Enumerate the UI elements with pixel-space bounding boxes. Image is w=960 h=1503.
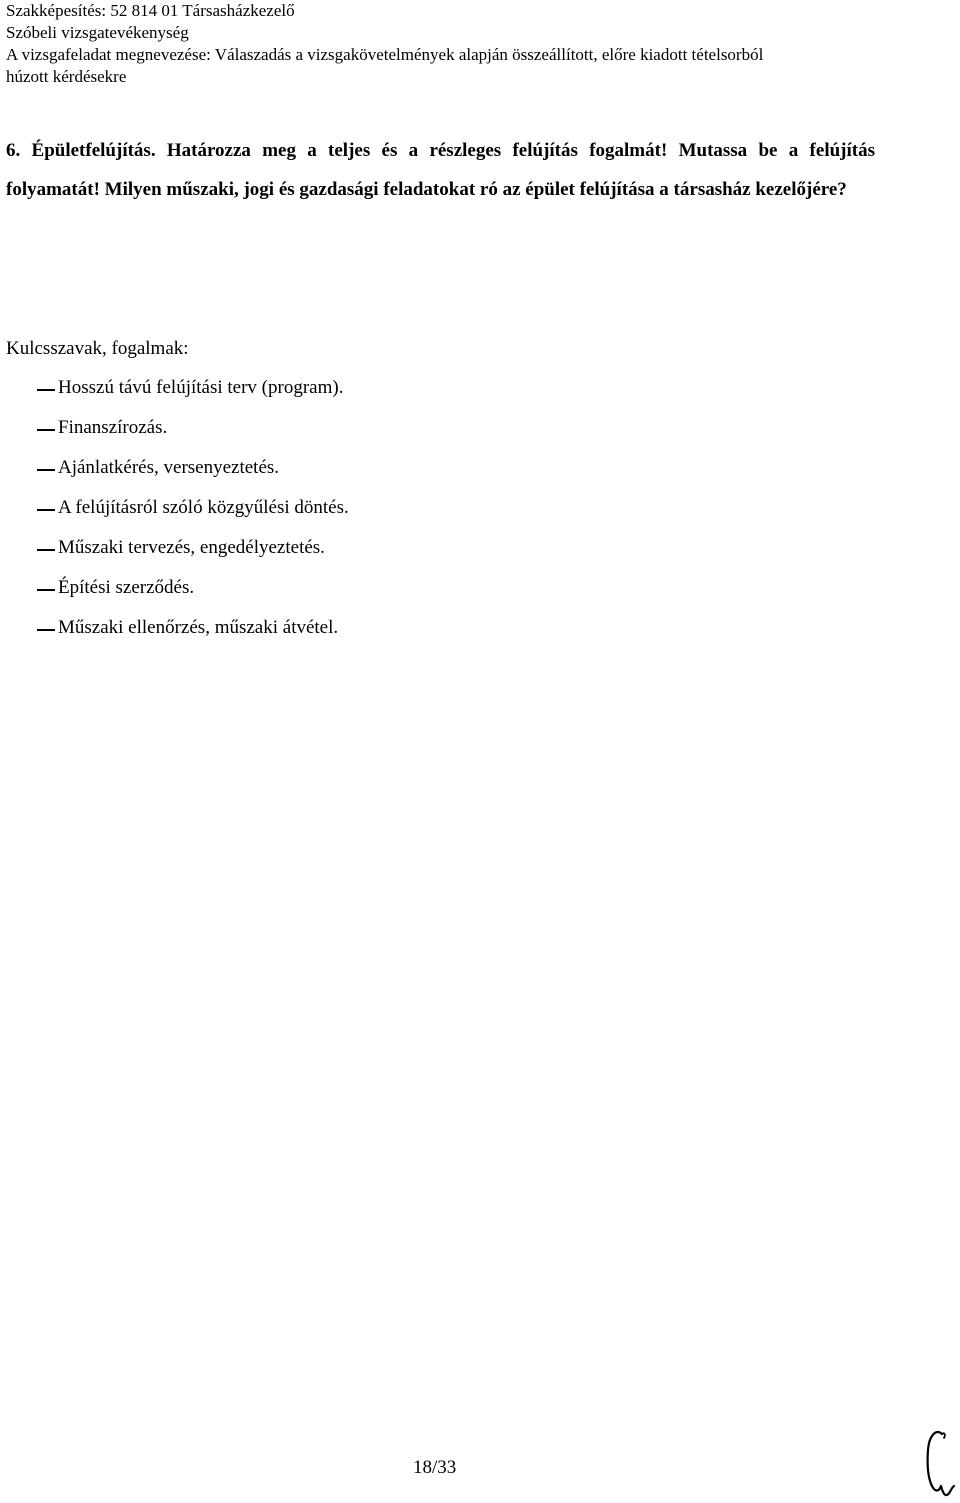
header-task-name: A vizsgafeladat megnevezése: Válaszadás a vizsgakövetelmények alapján összeállított, előre kiadott tételsorból — [6, 45, 764, 64]
dash-bullet-icon — [37, 589, 55, 591]
dash-bullet-icon — [37, 549, 55, 551]
list-item — [6, 374, 349, 414]
header-exam-activity: Szóbeli vizsgatevékenység — [6, 23, 189, 42]
signature-mark — [920, 1420, 958, 1500]
list-item — [6, 574, 349, 614]
list-item — [6, 614, 349, 654]
list-item — [6, 454, 349, 494]
document-header — [6, 0, 763, 88]
keyword-text: Műszaki tervezés, engedélyeztetés. — [58, 537, 325, 558]
header-qualification: Szakképesítés: 52 814 01 Társasházkezelő — [6, 1, 295, 20]
dash-bullet-icon — [37, 509, 55, 511]
keyword-text: Műszaki ellenőrzés, műszaki átvétel. — [58, 617, 339, 638]
dash-bullet-icon — [37, 469, 55, 471]
keyword-text: Finanszírozás. — [58, 417, 168, 438]
keyword-text: A felújításról szóló közgyűlési döntés. — [58, 497, 349, 518]
page-number: 18/33 — [413, 1457, 457, 1478]
keywords-title: Kulcsszavak, fogalmak: — [6, 338, 189, 359]
keyword-text: Hosszú távú felújítási terv (program). — [58, 377, 344, 398]
dash-bullet-icon — [37, 389, 55, 391]
exam-question: 6. Épületfelújítás. Határozza meg a teljes és a részleges felújítás fogalmát! Mutassa be a felújítás folyamatát! Milyen műszaki, jogi és gazdasági feladatokat ró az épület felújítása a társasház kezelőjére? — [6, 140, 875, 200]
keyword-text: Építési szerződés. — [58, 577, 195, 598]
list-item — [6, 414, 349, 454]
list-item — [6, 494, 349, 534]
list-item — [6, 534, 349, 574]
dash-bullet-icon — [37, 429, 55, 431]
keywords-list — [6, 374, 349, 654]
dash-bullet-icon — [37, 629, 55, 631]
keyword-text: Ajánlatkérés, versenyeztetés. — [58, 457, 280, 478]
header-task-name-continued: húzott kérdésekre — [6, 67, 127, 86]
